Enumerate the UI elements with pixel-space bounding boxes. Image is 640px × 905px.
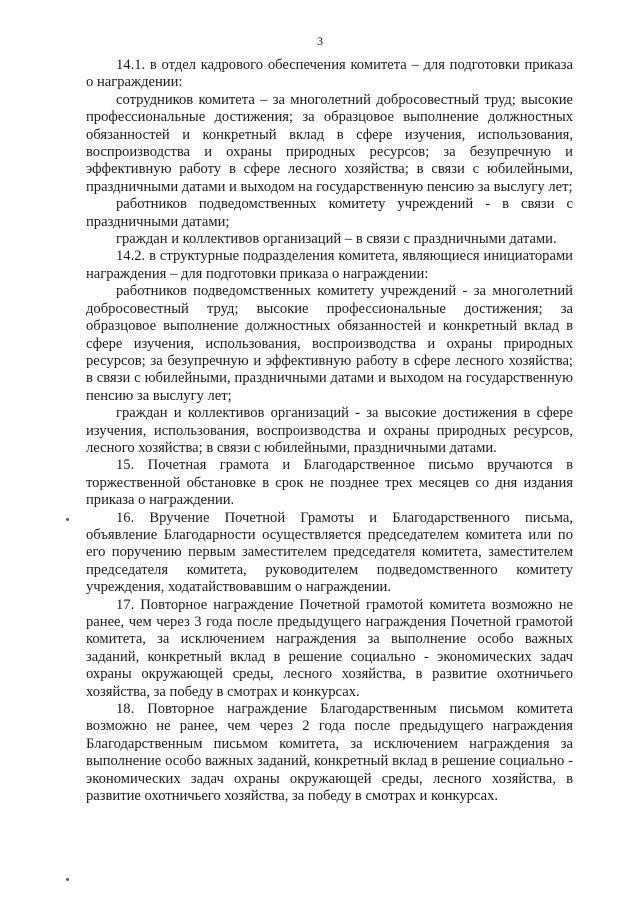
paragraph-14-2: 14.2. в структурные подразделения комитета, являющиеся инициаторами награждения – для подготовки приказа о награждении: [86,248,573,282]
document-body [86,57,573,805]
paragraph-18: 18. Повторное награждение Благодарственным письмом комитета возможно не ранее, чем через 2 года после предыдущего награждения Благодарственным письмом комитета, за исключением награждения за выполнение особо важных заданий, конкретный вклад в решение социально - экономических задач охраны окружающей среды, лесного хозяйства, в развитие охотничьего хозяйства, за победу в смотрах и конкурсах. [86,701,573,805]
paragraph-citizens-achievements: граждан и коллективов организаций - за высокие достижения в сфере изучения, использования, воспроизводства и охраны природных ресурсов, лесного хозяйства; в связи с юбилейными, праздничными датами. [86,405,573,456]
page-number: 3 [317,34,323,48]
paragraph-14-1: 14.1. в отдел кадрового обеспечения комитета – для подготовки приказа о награждении: [86,57,573,91]
paragraph-15: 15. Почетная грамота и Благодарственное письмо вручаются в торжественной обстановке в срок не позднее трех месяцев со дня издания приказа о награждении. [86,457,573,509]
scan-speck [66,518,69,521]
paragraph-employees: сотрудников комитета – за многолетний добросовестный труд; высокие профессиональные достижения; за образцовое выполнение должностных обязанностей и конкретный вклад в сфере изучения, использования, воспроизводства и охраны природных ресурсов; за безупречную и эффективную работу в сфере лесного хозяйства; в связи с юбилейными, праздничными датами и выходом на государственную пенсию за выслугу лет; [86,91,573,195]
paragraph-citizens: граждан и коллективов организаций – в связи с праздничными датами. [116,231,557,248]
paragraph-subordinate-workers: работников подведомственных комитету учреждений - в связи с праздничными датами; [86,196,573,230]
scan-speck [66,878,69,881]
paragraph-subordinate-workers-merits: работников подведомственных комитету учреждений - за многолетний добросовестный труд; высокие профессиональные достижения; за образцовое выполнение должностных обязанностей и конкретный вклад в сфере изучения, использования, воспроизводства и охраны природных ресурсов; за безупречную и эффективную работу в сфере лесного хозяйства; в связи с юбилейными, праздничными датами и выходом на государственную пенсию за выслугу лет; [86,283,573,404]
paragraph-17: 17. Повторное награждение Почетной грамотой комитета возможно не ранее, чем через 3 года после предыдущего награждения Почетной грамотой комитета, за исключением награждения за выполнение особо важных заданий, конкретный вклад в решение социально - экономических задач охраны окружающей среды, лесного хозяйства, в развитие охотничьего хозяйства, за победу в смотрах и конкурсах. [86,596,573,700]
paragraph-16: 16. Вручение Почетной Грамоты и Благодарственного письма, объявление Благодарности осуществляется председателем комитета или по его поручению первым заместителем председателя комитета, заместителем председателя комитета, руководителем подведомственного комитету учреждения, ходатайствовавшим о награждении. [86,509,573,596]
